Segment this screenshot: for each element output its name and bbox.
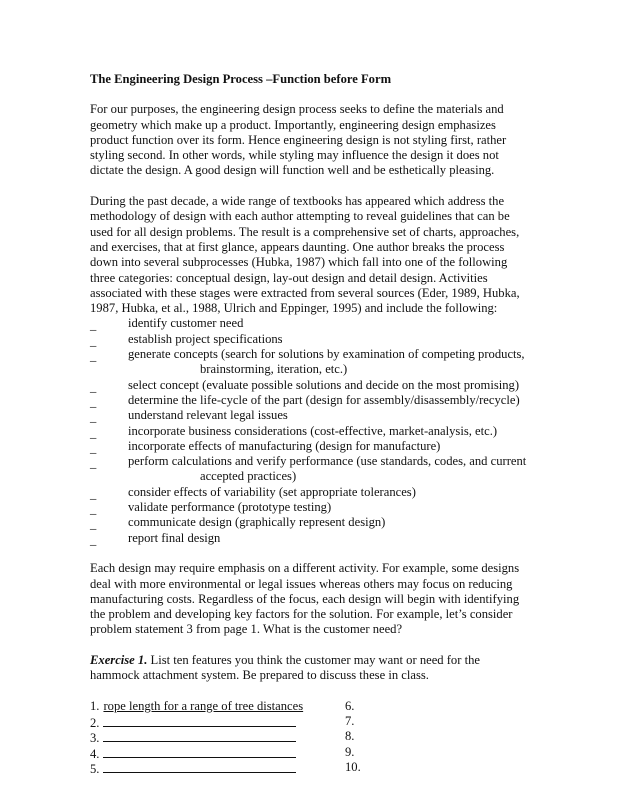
list-item: _ identify customer need: [90, 316, 244, 333]
list-marker: _: [90, 502, 97, 517]
answer-row: 6.: [345, 698, 355, 713]
answer-row: 3.: [90, 729, 296, 744]
answer-row: 4.: [90, 745, 296, 760]
list-marker: _: [90, 440, 97, 455]
answer-row: 8.: [345, 729, 355, 744]
list-item: _ establish project specifications: [90, 331, 283, 348]
emphasis-paragraph: Each design may require emphasis on a different activity. For example, some designs deal with more environmental or legal issues whereas others may focus on reducing manufacturing costs. Regardless of the focus, each design will begin with identifying the problem and developing key factors for the solution. For example, let’s consider problem statement 3 from page 1. What is the customer need?: [90, 561, 520, 637]
list-item: _ determine the life-cycle of the part (design for assembly/disassembly/recycle): [90, 392, 520, 409]
answer-field[interactable]: [103, 729, 296, 742]
list-item: _ generate concepts (search for solutions by examination of competing products, brainstorming, iteration, etc.): [90, 347, 525, 377]
exercise-text: List ten features you think the customer may want or need for the hammock attachment system. Be prepared to discuss these in class.: [90, 652, 480, 683]
answer-row: 7.: [345, 714, 355, 729]
list-item: _ select concept (evaluate possible solutions and decide on the most promising): [90, 377, 520, 394]
list-marker: _: [90, 410, 97, 425]
intro-paragraph: For our purposes, the engineering design process seeks to define the materials and geometry which make up a product. Importantly, engineering design emphasizes product function over its form. Hence engineering design is not styling first, rather styling second. In other words, while styling may influence the design it does not dictate the design. A good design will function well and be esthetically pleasing.: [90, 102, 507, 178]
list-item: _ incorporate effects of manufacturing (design for manufacture): [90, 438, 441, 455]
list-item: _ consider effects of variability (set appropriate tolerances): [90, 484, 416, 501]
activities-list: [90, 316, 530, 545]
list-marker: _: [90, 333, 97, 348]
list-marker: _: [90, 349, 97, 364]
answer-field[interactable]: rope length for a range of tree distances: [103, 698, 304, 713]
answer-column-left: [90, 698, 304, 777]
answer-list: [90, 699, 530, 779]
answer-row: 1. rope length for a range of tree distances: [90, 698, 304, 713]
answer-row: 2.: [90, 714, 296, 729]
answer-field[interactable]: [103, 714, 296, 727]
answer-field[interactable]: [103, 760, 296, 773]
exercise-label: Exercise 1.: [90, 652, 148, 667]
answer-field[interactable]: [103, 745, 296, 758]
document-page: [90, 72, 530, 779]
design-methods-paragraph: During the past decade, a wide range of textbooks has appeared which address the methodology of design with each author attempting to reveal guidelines that can be used for all design problems. The result is a comprehensive set of charts, approaches, and exercises, that at first glance, appears daunting. One author breaks the process down into several subprocesses (Hubka, 1987) which fall into one of the following three categories: conceptual design, lay-out design and detail design. Activities associated with these stages were extracted from several sources (Eder, 1989, Hubka, 1987, Hubka, et al., 1988, Ulrich and Eppinger, 1995) and include the following:: [90, 194, 520, 316]
list-marker: _: [90, 486, 97, 501]
answer-row: 5.: [90, 760, 296, 775]
answer-row: 10.: [345, 760, 361, 775]
list-marker: _: [90, 425, 97, 440]
list-marker: _: [90, 379, 97, 394]
list-marker: _: [90, 517, 97, 532]
list-item: _ report final design: [90, 530, 221, 547]
list-item: _ understand relevant legal issues: [90, 408, 288, 425]
answer-row: 9.: [345, 744, 355, 759]
list-item: _ incorporate business considerations (cost-effective, market-analysis, etc.): [90, 423, 498, 440]
list-item: _ validate performance (prototype testing): [90, 500, 332, 517]
list-marker: _: [90, 318, 97, 333]
list-marker: _: [90, 394, 97, 409]
answer-column-right: [345, 699, 361, 775]
list-marker: _: [90, 532, 97, 547]
document-title: The Engineering Design Process –Function before Form: [90, 72, 392, 86]
list-marker: _: [90, 456, 97, 471]
list-item: _ perform calculations and verify performance (use standards, codes, and current accepted practices): [90, 454, 527, 484]
exercise-prompt: [90, 653, 530, 684]
list-item: _ communicate design (graphically represent design): [90, 515, 386, 532]
